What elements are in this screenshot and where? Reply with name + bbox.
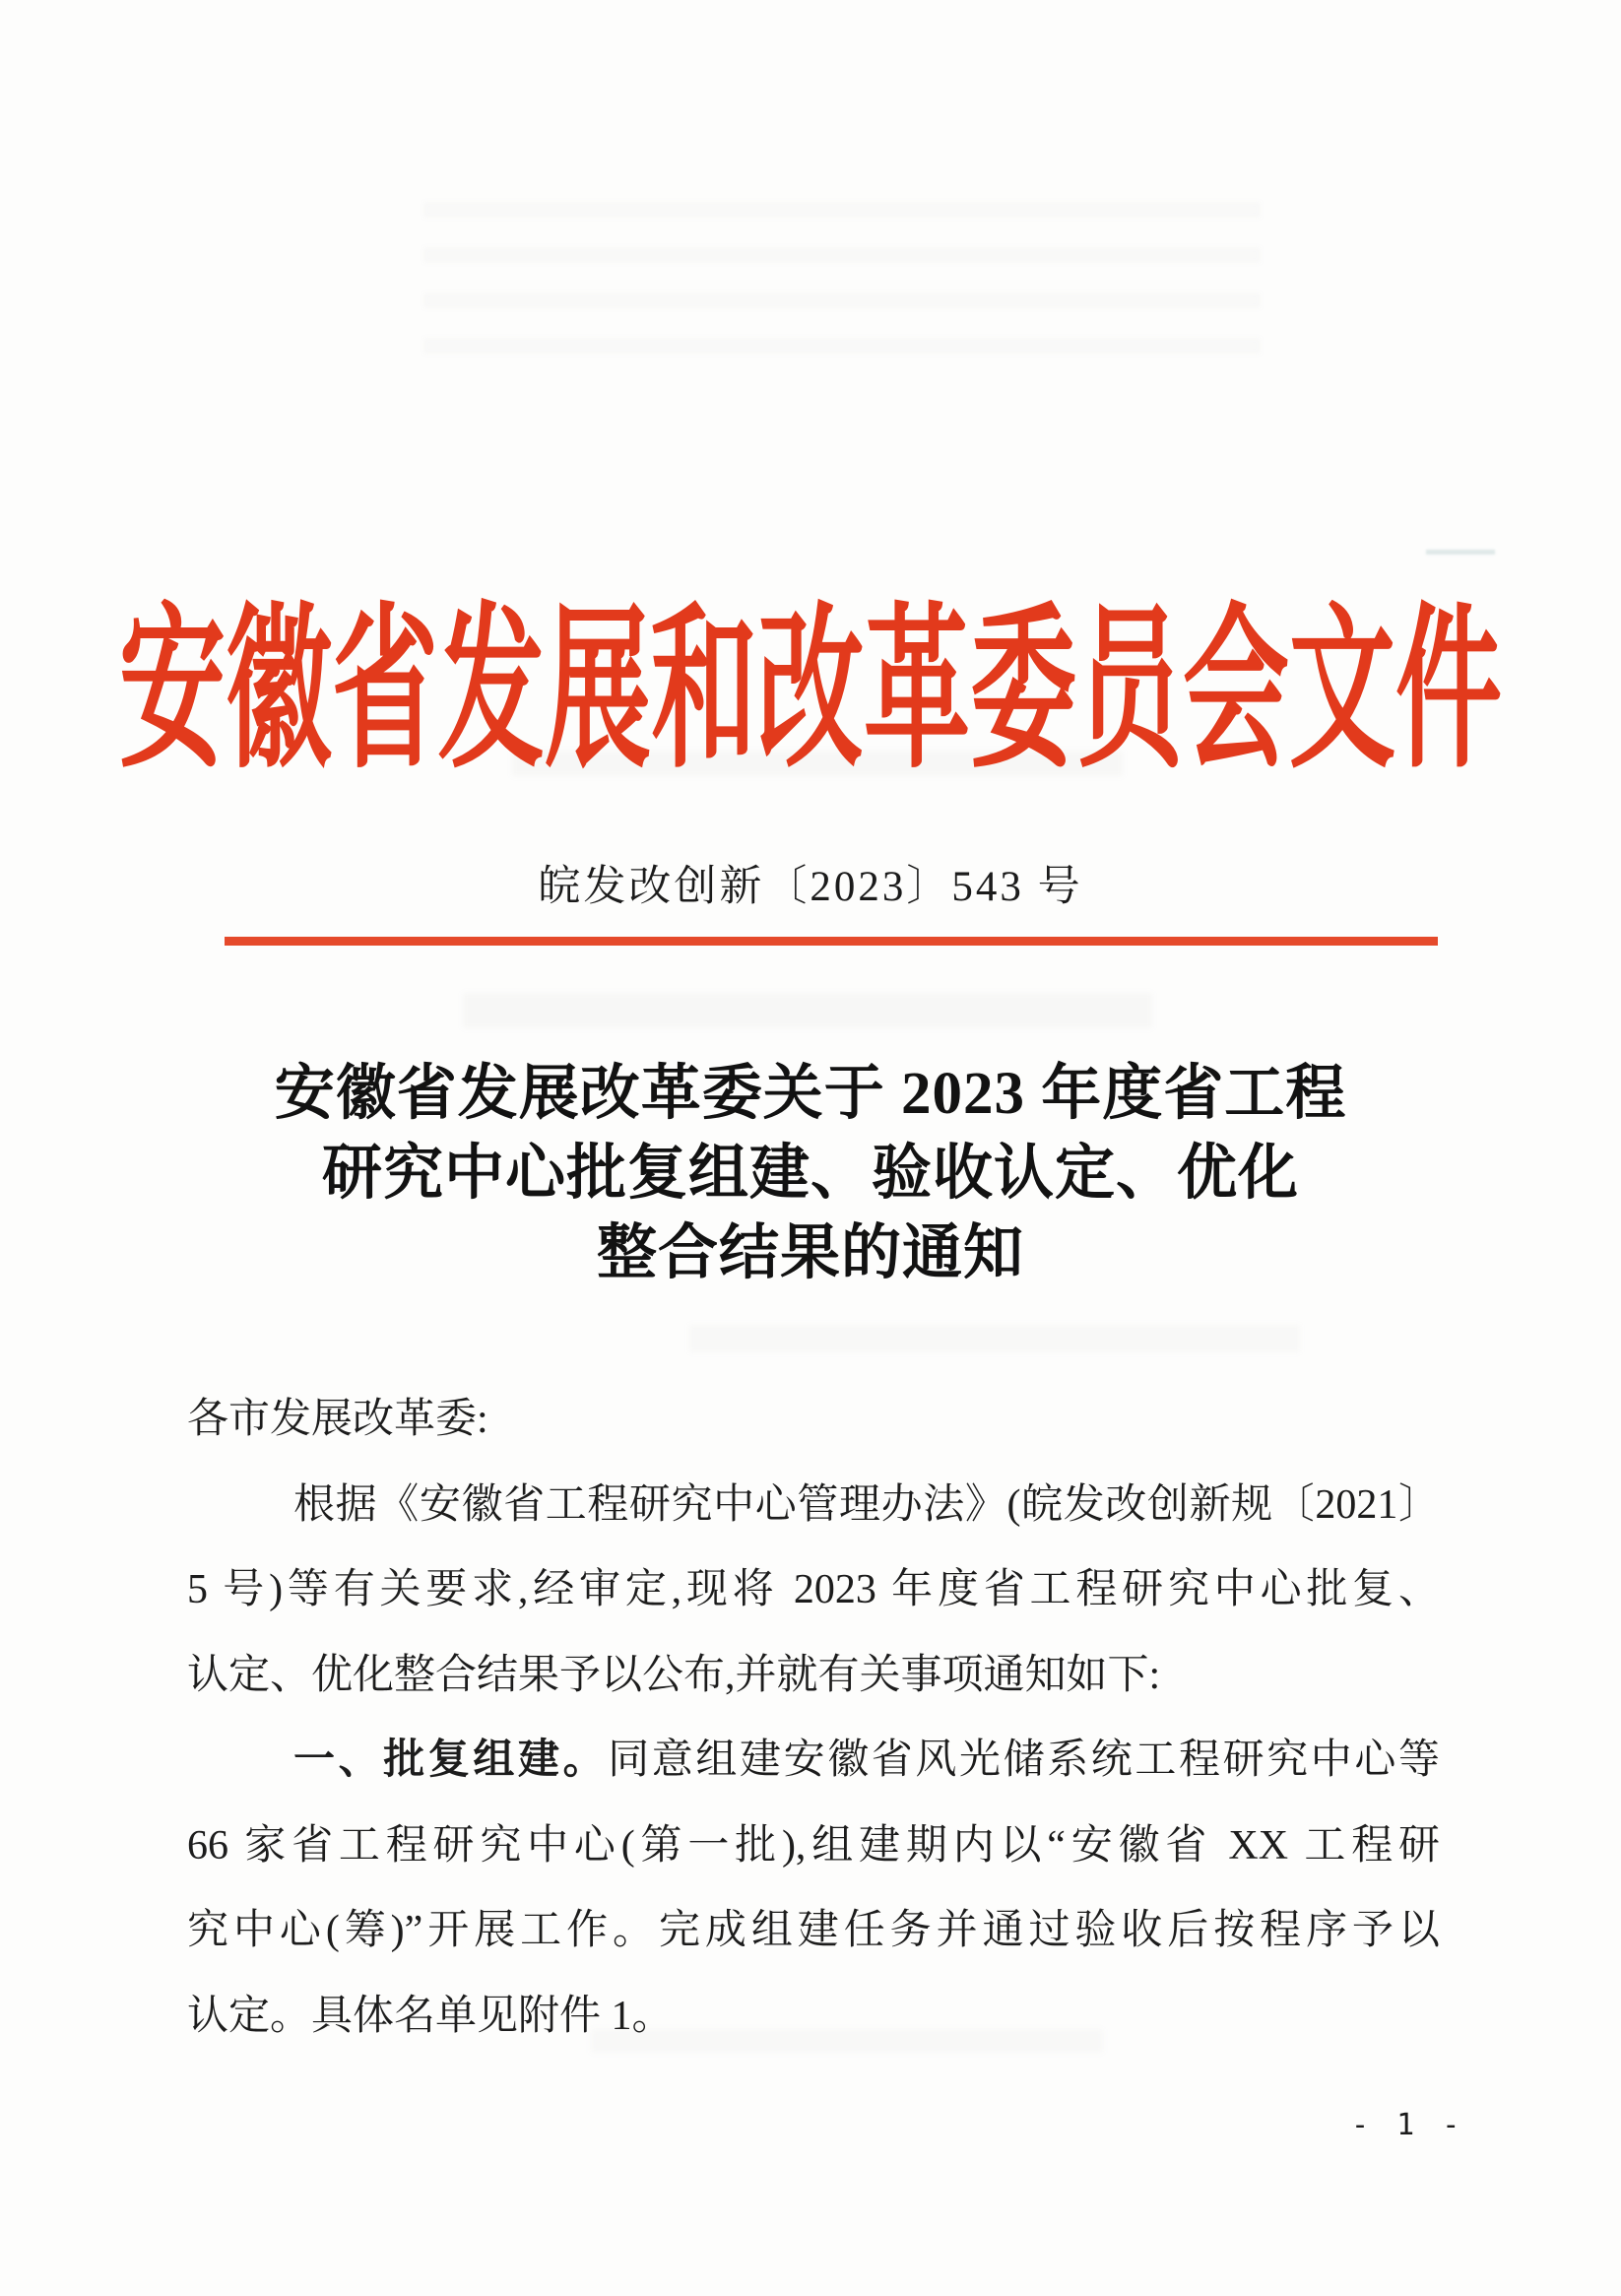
document-title-line-2: 研究中心批复组建、验收认定、优化 <box>321 1141 1299 1207</box>
paragraph-1-line-2: 5 号)等有关要求,经审定,现将 2023 年度省工程研究中心批复、 <box>187 1567 1440 1612</box>
red-divider-line <box>225 937 1438 946</box>
paragraph-2-line-3: 究中心(筹)”开展工作。完成组建任务并通过验收后按程序予以 <box>187 1908 1440 1953</box>
scan-bleedthrough-artifact <box>689 1325 1300 1352</box>
agency-header-title: 安徽省发展和改革委员会文件 <box>118 595 1502 790</box>
paragraph-2-line-1 <box>187 1718 1440 1804</box>
paragraph-1-line-1: 根据《安徽省工程研究中心管理办法》(皖发改创新规〔2021〕 <box>293 1481 1440 1528</box>
salutation: 各市发展改革委: <box>187 1397 488 1442</box>
document-title <box>0 1054 1621 1293</box>
paragraph-2-line-4: 认定。具体名单见附件 1。 <box>187 1993 674 2039</box>
document-body <box>187 1377 1440 2059</box>
section-heading-approval: 一、批复组建。 <box>293 1738 609 1783</box>
paragraph-2-line-1-text: 同意组建安徽省风光储系统工程研究中心等 <box>608 1738 1440 1783</box>
document-number: 皖发改创新〔2023〕543 号 <box>538 864 1083 910</box>
scan-bleedthrough-artifact <box>423 172 1261 379</box>
scan-bleedthrough-artifact <box>463 993 1152 1028</box>
document-title-line-1: 安徽省发展改革委关于 2023 年度省工程 <box>274 1061 1347 1127</box>
document-title-line-3: 整合结果的通知 <box>596 1220 1024 1286</box>
paragraph-2-line-2: 66 家省工程研究中心(第一批),组建期内以“安徽省 XX 工程研 <box>187 1822 1440 1869</box>
page-number: - 1 - <box>1351 2108 1465 2142</box>
paragraph-1-line-3: 认定、优化整合结果予以公布,并就有关事项通知如下: <box>187 1652 1161 1698</box>
